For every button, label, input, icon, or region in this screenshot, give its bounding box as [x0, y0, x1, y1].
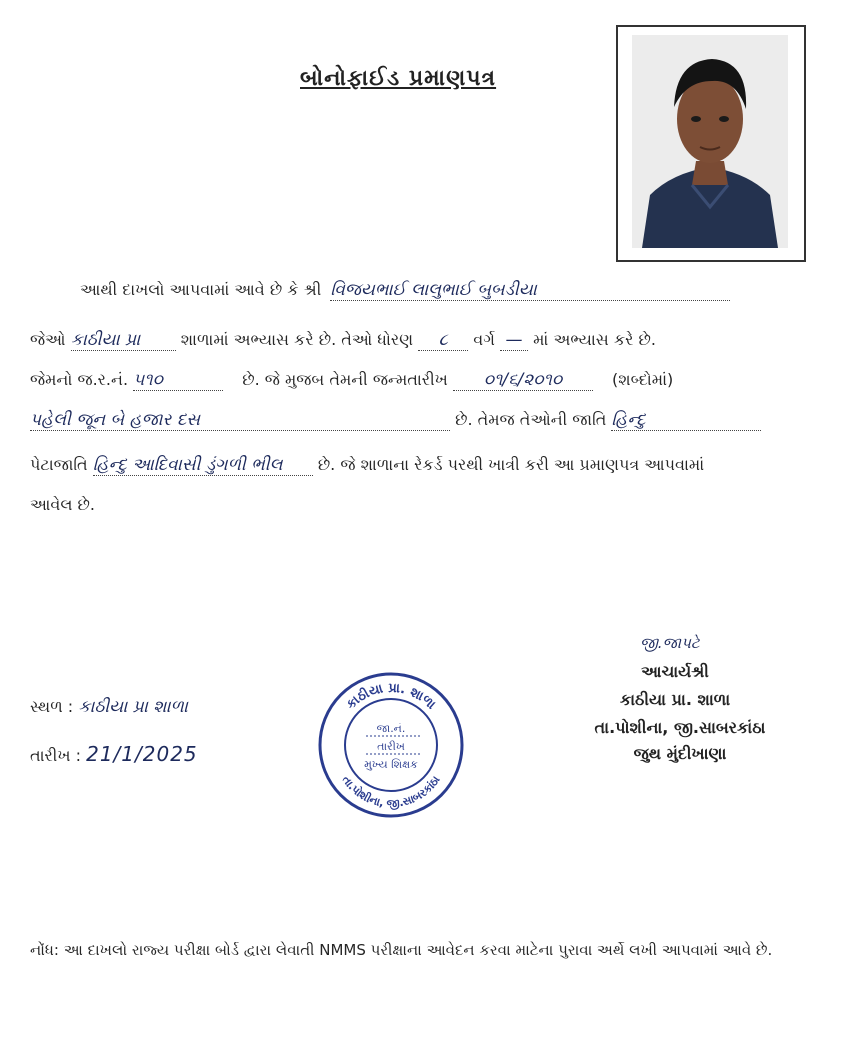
signature-taluka: તા.પોશીના, જી.સાબરકાંઠા — [594, 718, 766, 737]
line3-prefix: જેમનો જ.ર.નં. — [30, 370, 129, 389]
line1-prefix: આથી દાખલો આપવામાં આવે છે કે શ્રી — [80, 280, 322, 299]
dob-words-field: પહેલી જૂન બે હજાર દસ — [30, 410, 450, 431]
signature-block — [594, 632, 810, 772]
stamp-inner-1: જા.નં. — [376, 722, 406, 735]
line2-suffix: માં અભ્યાસ કરે છે. — [533, 330, 656, 349]
date-row — [30, 742, 198, 766]
school-stamp — [316, 670, 466, 820]
line4-mid: છે. તેમજ તેઓની જાતિ — [455, 410, 607, 429]
place-label: સ્થળ : — [30, 697, 74, 716]
svg-text:કાઠીયા પ્રા. શાળા — [344, 681, 439, 713]
line2-prefix: જેઓ — [30, 330, 66, 349]
place-row — [30, 697, 188, 717]
school-short-field: કાઠીયા પ્રા — [71, 330, 176, 351]
stamp-inner-3: મુખ્ય શિક્ષક — [364, 758, 418, 771]
student-photo-frame — [616, 25, 806, 262]
certificate-line-3 — [30, 370, 673, 391]
certificate-line-4 — [30, 410, 761, 431]
stamp-ring-top: કાઠીયા પ્રા. શાળા — [343, 680, 439, 713]
certificate-line-6: આવેલ છે. — [30, 495, 95, 514]
standard-field: ૮ — [418, 330, 468, 351]
line5-suffix: છે. જે શાળાના રેકર્ડ પરથી ખાત્રી કરી આ પ્રમાણપત્ર આપવામાં — [317, 455, 705, 474]
line2-varg: વર્ગ — [473, 330, 495, 349]
date-value: 21/1/2025 — [86, 742, 198, 766]
date-label: તારીખ : — [30, 746, 82, 765]
gr-number-field: ૫૧૦ — [133, 370, 223, 391]
stamp-ring-bottom: તા.પોશીના, જી.સાબરકાંઠા — [339, 773, 443, 811]
signature-scribble: જી.જાપટે — [640, 634, 700, 652]
line2-mid: શાળામાં અભ્યાસ કરે છે. તેઓ ધોરણ — [180, 330, 414, 349]
line3-suffix: (શબ્દોમાં) — [612, 370, 674, 389]
line5-prefix: પેટાજાતિ — [30, 455, 88, 474]
subcaste-field: હિન્દુ આદિવાસી ડુંગળી ભીલ — [93, 455, 313, 476]
portrait-image — [632, 35, 788, 248]
student-name-field: વિજયભાઈ લાલુભાઈ બુબડીયા — [330, 280, 730, 301]
stamp-seal-icon — [316, 670, 466, 820]
student-photo — [632, 35, 788, 248]
caste-field: હિન્દુ — [611, 410, 761, 431]
certificate-line-5 — [30, 455, 704, 476]
certificate-line-1 — [80, 280, 730, 301]
place-value: કાઠીયા પ્રા શાળા — [78, 697, 188, 717]
signature-school: કાઠીયા પ્રા. શાળા — [619, 690, 731, 709]
certificate-title: બોનોફાઈડ પ્રમાણપત્ર — [300, 66, 497, 91]
certificate-line-2 — [30, 330, 656, 351]
principal-title: આચાર્યશ્રી — [641, 662, 709, 681]
footnote: નોંધ: આ દાખલો રાજ્ય પરીક્ષા બોર્ડ દ્વારા લેવાતી NMMS પરીક્ષાના આવેદન કરવા માટેના પુરાવા અર્થે લખી આપવામાં આવે છે. — [30, 941, 773, 959]
signature-extra: જુથ મુંદીખાણા — [633, 744, 727, 763]
division-field: — — [500, 330, 528, 351]
line3-mid: છે. જે મુજબ તેમની જન્મતારીખ — [242, 370, 448, 389]
stamp-inner-2: તારીખ — [377, 740, 405, 753]
dob-field: ૦૧/૬/૨૦૧૦ — [453, 370, 593, 391]
